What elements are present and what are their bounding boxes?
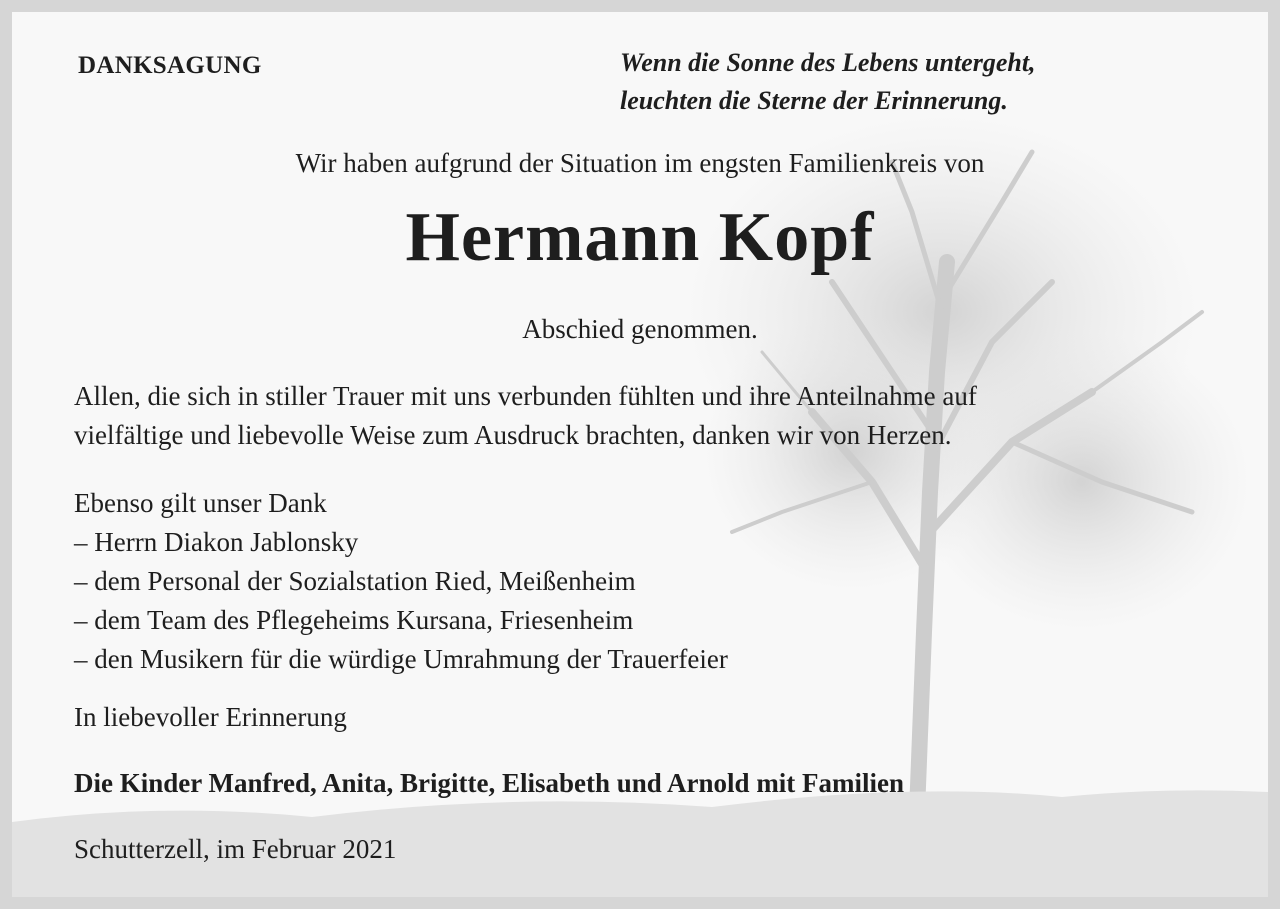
thanks-line: vielfältige und liebevolle Weise zum Ausdruck brachten, danken wir von Herzen. [74, 420, 952, 450]
thanks-line: Allen, die sich in stiller Trauer mit uns verbunden fühlten und ihre Anteilnahme auf [74, 381, 977, 411]
intro-text: Wir haben aufgrund der Situation im engsten Familienkreis von [295, 148, 985, 178]
list-item: – Herrn Diakon Jablonsky [74, 527, 359, 557]
motto-line: Wenn die Sonne des Lebens untergeht, [620, 48, 1036, 77]
place-date: Schutterzell, im Februar 2021 [74, 834, 397, 864]
additional-thanks-intro: Ebenso gilt unser Dank [74, 488, 327, 518]
memory-line: In liebevoller Erinnerung [74, 702, 347, 732]
motto-line: leuchten die Sterne der Erinnerung. [620, 86, 1008, 115]
list-item: – dem Personal der Sozialstation Ried, Meißenheim [74, 566, 636, 596]
list-item: – dem Team des Pflegeheims Kursana, Friesenheim [74, 605, 634, 635]
thanks-paragraph [74, 377, 977, 455]
farewell-text: Abschied genommen. [522, 314, 758, 344]
list-item: – den Musikern für die würdige Umrahmung der Trauerfeier [74, 644, 728, 674]
family-signature: Die Kinder Manfred, Anita, Brigitte, Elisabeth und Arnold mit Familien [74, 768, 905, 798]
obituary-card [12, 12, 1268, 897]
motto-quote [620, 44, 1036, 120]
heading-danksagung: DANKSAGUNG [78, 52, 262, 79]
additional-thanks [74, 484, 728, 679]
deceased-name: Hermann Kopf [405, 199, 875, 276]
